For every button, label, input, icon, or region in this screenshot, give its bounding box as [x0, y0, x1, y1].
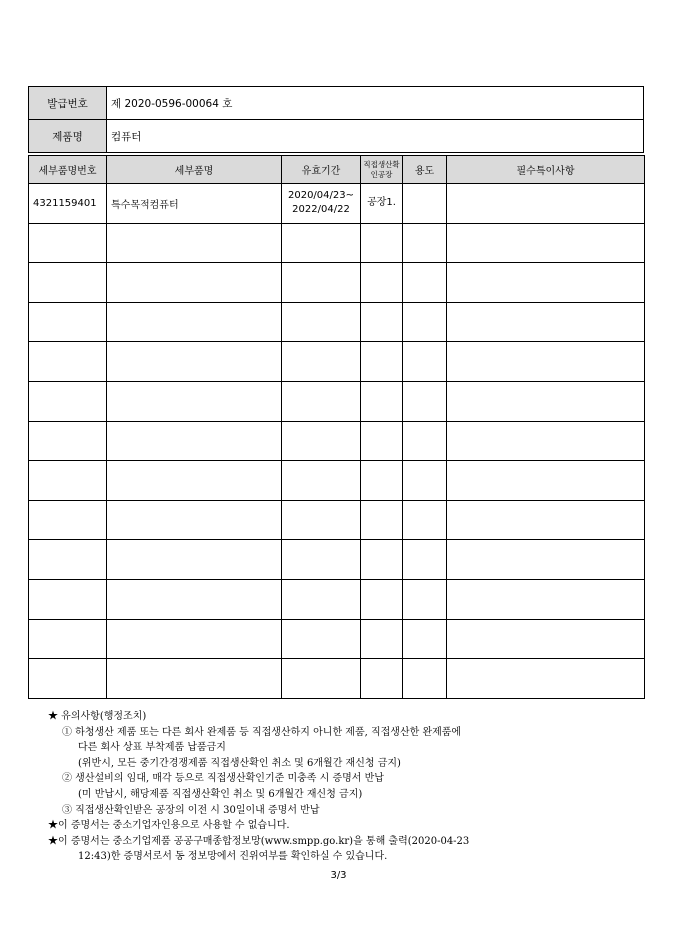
empty-cell	[282, 540, 361, 580]
row-factory: 공장1.	[361, 184, 403, 224]
empty-cell	[29, 540, 107, 580]
col-header-code: 세부품명번호	[29, 156, 107, 184]
empty-cell	[29, 342, 107, 382]
empty-cell	[403, 381, 447, 421]
empty-cell	[282, 302, 361, 342]
empty-cell	[29, 579, 107, 619]
empty-cell	[403, 223, 447, 263]
notice-star-2-continued: 12:43)한 증명서로서 동 정보망에서 진위여부를 확인하실 수 있습니다.	[78, 851, 388, 863]
issue-number-value: 제 2020-0596-00064 호	[107, 87, 644, 120]
table-row-empty	[29, 421, 645, 461]
empty-cell	[403, 461, 447, 501]
table-row-empty	[29, 263, 645, 303]
empty-cell	[107, 302, 282, 342]
empty-cell	[282, 659, 361, 699]
table-row-empty	[29, 223, 645, 263]
empty-cell	[107, 540, 282, 580]
row-code: 4321159401	[29, 184, 107, 224]
empty-cell	[447, 421, 645, 461]
notice-item-1-line-3: (위반시, 모든 중기간경쟁제품 직접생산확인 취소 및 6개월간 재신청 금지)	[78, 757, 401, 769]
empty-cell	[107, 421, 282, 461]
notice-item-2-line-1: ② 생산설비의 임대, 매각 등으로 직접생산확인기준 미충족 시 증명서 반납	[62, 773, 384, 785]
empty-cell	[403, 619, 447, 659]
empty-cell	[29, 381, 107, 421]
col-header-factory: 직접생산확인공장	[361, 156, 403, 184]
empty-cell	[282, 263, 361, 303]
empty-cell	[29, 659, 107, 699]
empty-cell	[361, 223, 403, 263]
empty-cell	[403, 500, 447, 540]
empty-cell	[403, 342, 447, 382]
table-row-empty	[29, 500, 645, 540]
empty-cell	[29, 302, 107, 342]
notice-star-1: ★이 증명서는 중소기업자인용으로 사용할 수 없습니다.	[48, 820, 290, 832]
empty-cell	[282, 461, 361, 501]
empty-cell	[282, 223, 361, 263]
table-body	[29, 184, 645, 699]
empty-cell	[403, 540, 447, 580]
certificate-header-table	[28, 86, 644, 153]
empty-cell	[447, 500, 645, 540]
table-row	[29, 184, 645, 224]
product-detail-table	[28, 155, 645, 699]
col-header-name: 세부품명	[107, 156, 282, 184]
product-name-label: 제품명	[29, 120, 107, 153]
empty-cell	[282, 381, 361, 421]
notice-item-1-line-1: ① 하청생산 제품 또는 다른 회사 완제품 등 직접생산하지 아니한 제품, 직접생산한 완제품에	[62, 726, 462, 738]
empty-cell	[107, 342, 282, 382]
notice-star-2: ★이 증명서는 중소기업제품 공공구매종합정보망(www.smpp.go.kr)을 통해 출력(2020-04-23	[48, 835, 470, 847]
empty-cell	[361, 461, 403, 501]
empty-cell	[361, 579, 403, 619]
col-header-validity: 유효기간	[282, 156, 361, 184]
page-number: 3/3	[330, 870, 347, 881]
empty-cell	[361, 421, 403, 461]
empty-cell	[447, 579, 645, 619]
empty-cell	[447, 619, 645, 659]
empty-cell	[107, 263, 282, 303]
empty-cell	[361, 659, 403, 699]
empty-cell	[29, 500, 107, 540]
empty-cell	[282, 619, 361, 659]
row-note	[447, 184, 645, 224]
product-name-value: 컴퓨터	[107, 120, 644, 153]
table-row-empty	[29, 461, 645, 501]
empty-cell	[107, 659, 282, 699]
row-validity	[282, 184, 361, 224]
table-row-empty	[29, 619, 645, 659]
empty-cell	[447, 659, 645, 699]
empty-cell	[107, 461, 282, 501]
empty-cell	[361, 500, 403, 540]
empty-cell	[107, 579, 282, 619]
empty-cell	[403, 302, 447, 342]
empty-cell	[282, 421, 361, 461]
notice-item-3: ③ 직접생산확인받은 공장의 이전 시 30일이내 증명서 반납	[62, 804, 320, 816]
empty-cell	[447, 223, 645, 263]
empty-cell	[447, 342, 645, 382]
empty-cell	[29, 619, 107, 659]
notice-section	[48, 709, 648, 865]
table-row-empty	[29, 342, 645, 382]
empty-cell	[282, 342, 361, 382]
empty-cell	[403, 263, 447, 303]
empty-cell	[361, 381, 403, 421]
empty-cell	[403, 579, 447, 619]
table-row-empty	[29, 540, 645, 580]
notice-item-1-line-2: 다른 회사 상표 부착제품 납품금지	[78, 742, 226, 754]
notice-title: ★ 유의사항(행정조치)	[48, 711, 147, 722]
product-name-row	[29, 120, 644, 153]
empty-cell	[447, 302, 645, 342]
empty-cell	[361, 619, 403, 659]
table-row-empty	[29, 381, 645, 421]
issue-number-label: 발급번호	[29, 87, 107, 120]
empty-cell	[29, 223, 107, 263]
table-header-row	[29, 156, 645, 184]
empty-cell	[447, 461, 645, 501]
table-row-empty	[29, 302, 645, 342]
notice-item-2-line-2: (미 반납시, 해당제품 직접생산확인 취소 및 6개월간 재신청 금지)	[78, 788, 363, 800]
empty-cell	[361, 263, 403, 303]
empty-cell	[282, 500, 361, 540]
table-row-empty	[29, 659, 645, 699]
row-validity-from: 2020/04/23~	[287, 190, 354, 202]
empty-cell	[361, 302, 403, 342]
empty-cell	[282, 579, 361, 619]
empty-cell	[107, 381, 282, 421]
empty-cell	[29, 263, 107, 303]
col-header-usage: 용도	[403, 156, 447, 184]
empty-cell	[447, 381, 645, 421]
empty-cell	[447, 540, 645, 580]
row-validity-to: 2022/04/22	[292, 204, 350, 216]
empty-cell	[29, 421, 107, 461]
row-name: 특수목적컴퓨터	[107, 184, 282, 224]
row-usage	[403, 184, 447, 224]
issue-number-row	[29, 87, 644, 120]
empty-cell	[107, 223, 282, 263]
empty-cell	[403, 659, 447, 699]
empty-cell	[29, 461, 107, 501]
col-header-note: 필수특이사항	[447, 156, 645, 184]
empty-cell	[361, 540, 403, 580]
empty-cell	[361, 342, 403, 382]
empty-cell	[403, 421, 447, 461]
empty-cell	[107, 500, 282, 540]
empty-cell	[447, 263, 645, 303]
table-row-empty	[29, 579, 645, 619]
empty-cell	[107, 619, 282, 659]
